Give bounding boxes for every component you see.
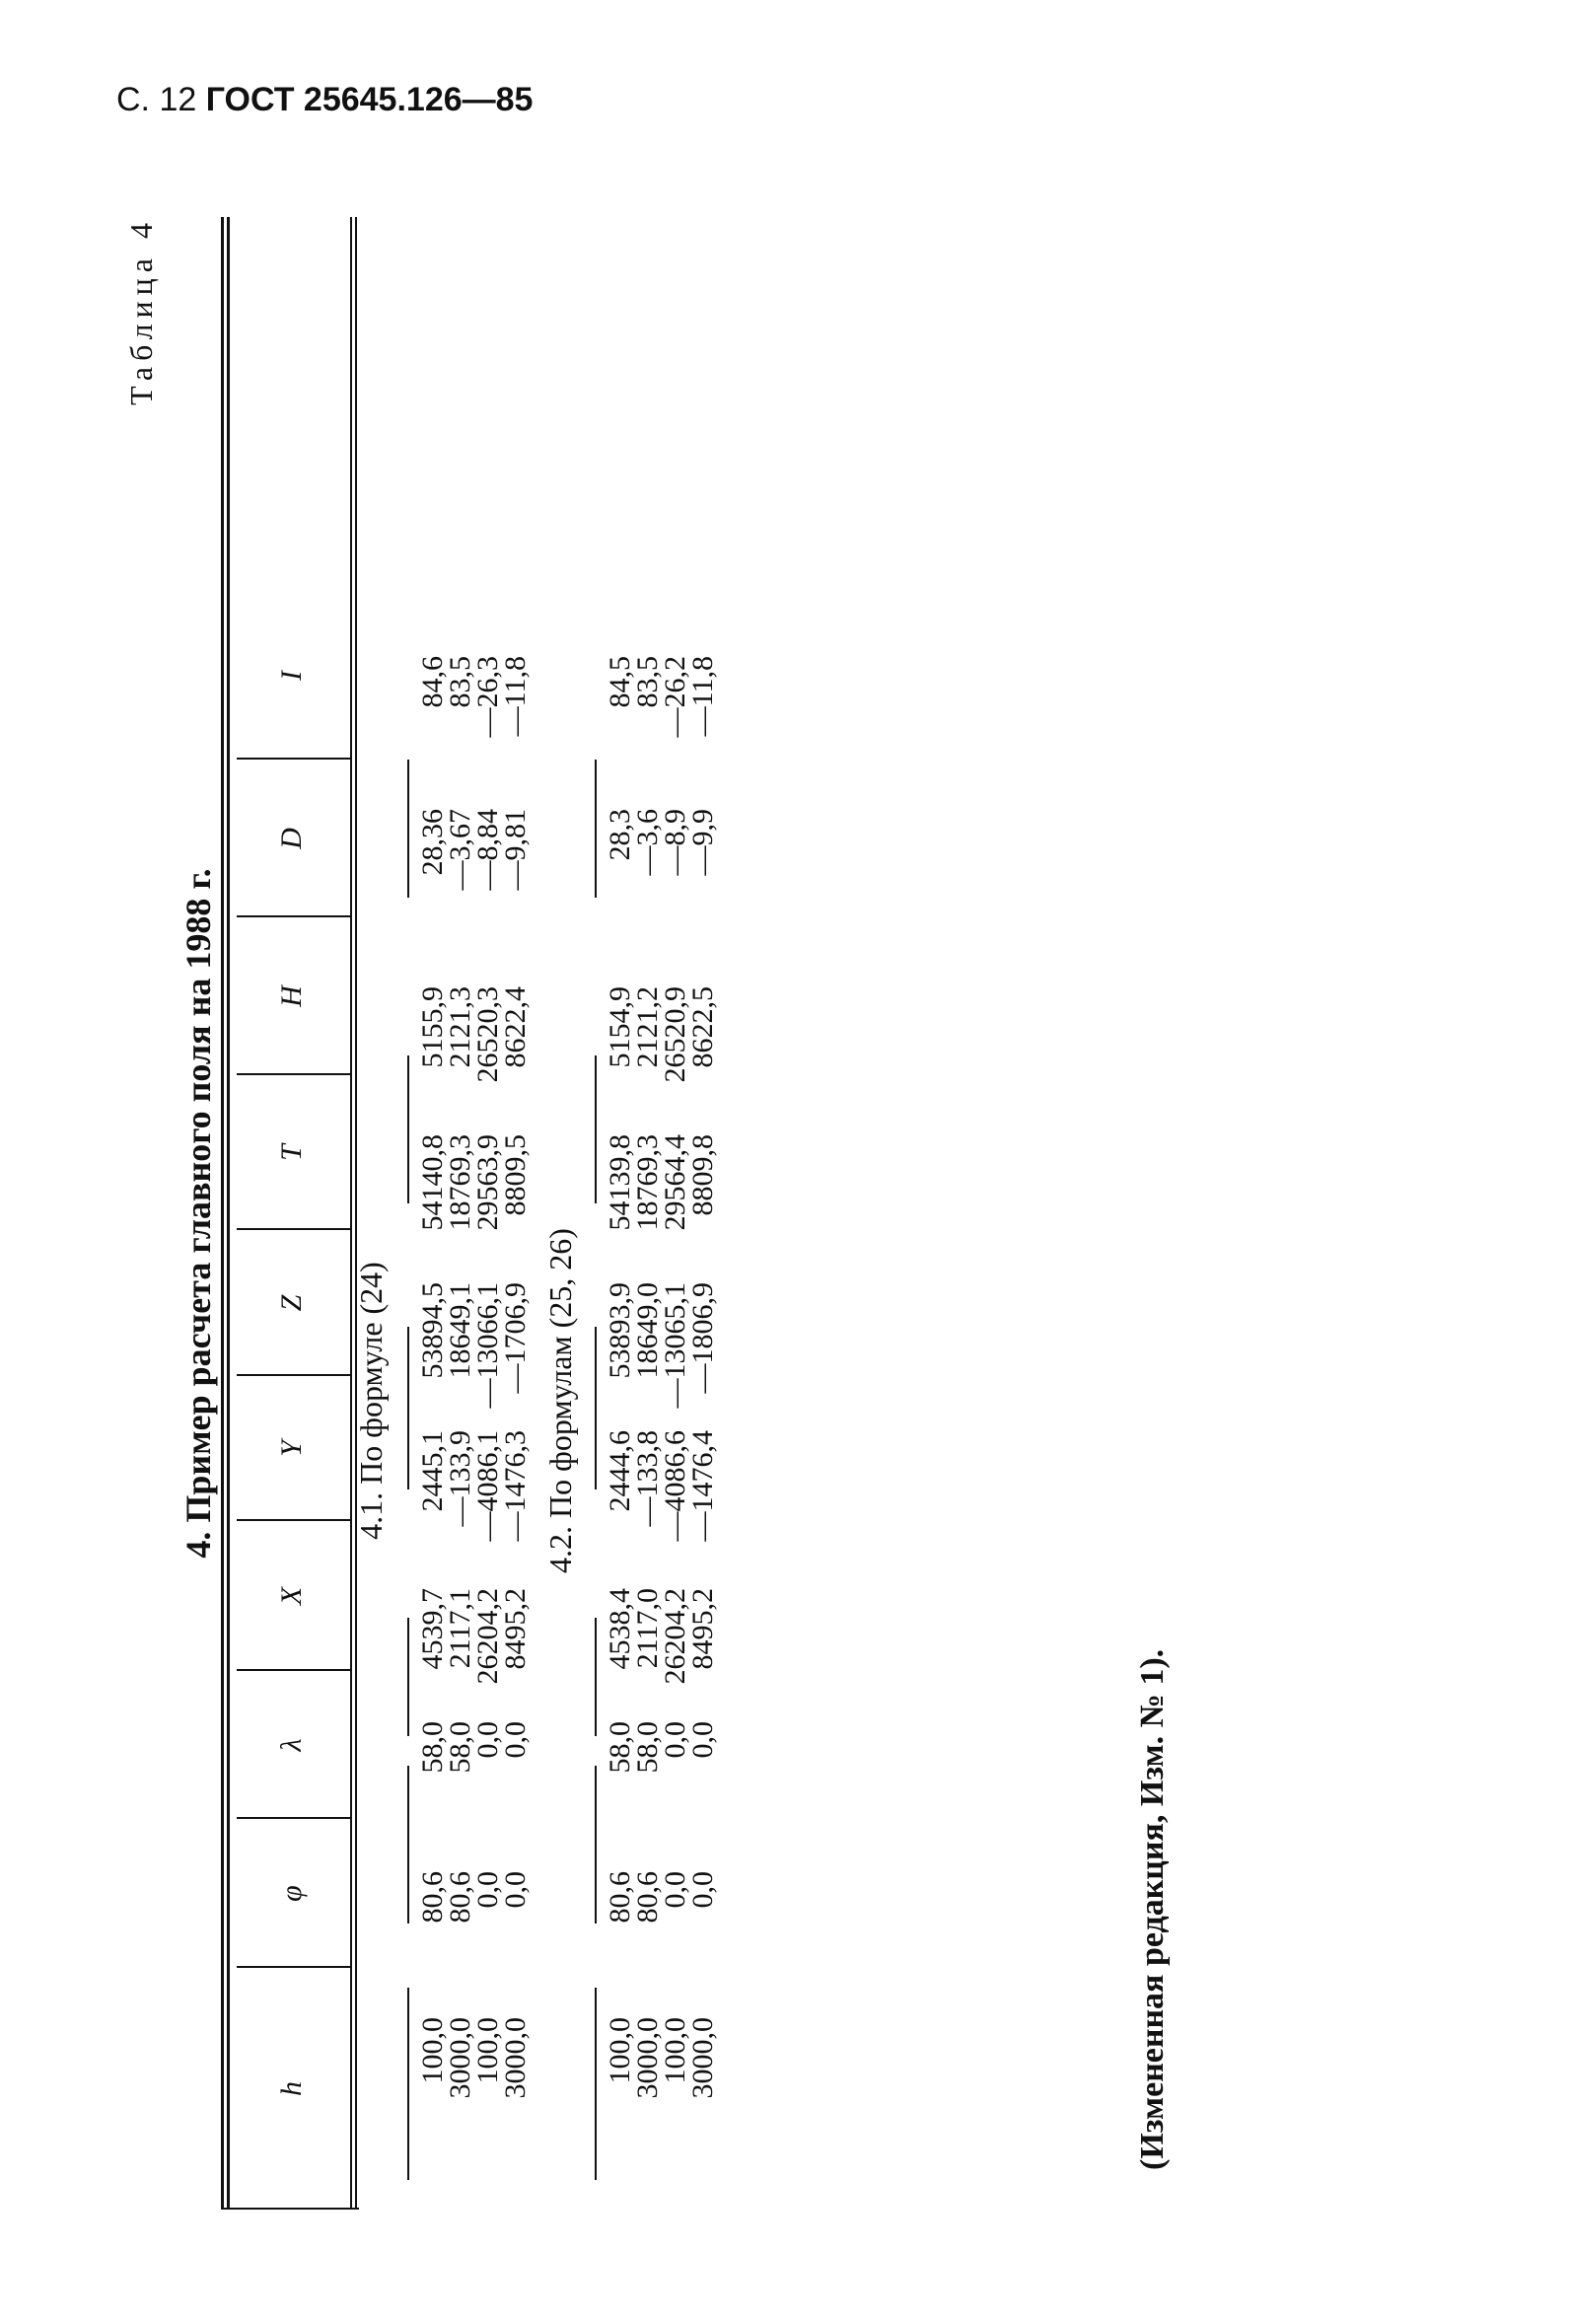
column-divider [237, 1669, 350, 1671]
cell-value: 28,36 [416, 809, 449, 876]
cell-value: 0,0 [686, 1871, 719, 1909]
cell-value: 80,6 [604, 1871, 636, 1924]
cell-value: 26520,9 [659, 986, 691, 1083]
cell-value: 26520,3 [471, 986, 504, 1083]
table-cell [604, 986, 719, 1083]
cell-value: —8,84 [471, 809, 504, 891]
section-underline [407, 1327, 409, 1489]
cell-value: 80,6 [631, 1871, 664, 1924]
cell-value: 29564,4 [659, 1134, 691, 1231]
table-cell [416, 809, 532, 891]
cell-value: 100,0 [471, 2017, 504, 2084]
cell-value: 8622,5 [686, 986, 719, 1068]
cell-value: 54140,8 [416, 1134, 449, 1231]
cell-value: 8495,2 [686, 1588, 719, 1670]
cell-value: 80,6 [444, 1871, 476, 1924]
table-cell [416, 1282, 532, 1409]
cell-value: 26204,2 [471, 1588, 504, 1685]
cell-value: 26204,2 [659, 1588, 691, 1685]
page-header [116, 81, 533, 119]
table-cell [416, 1430, 532, 1542]
table-cell [416, 656, 532, 738]
column-divider [237, 1073, 350, 1075]
cell-value: 2121,2 [631, 986, 664, 1068]
cell-value: 2445,1 [416, 1430, 449, 1512]
cell-value: 4538,4 [604, 1588, 636, 1670]
table-cell [416, 1871, 532, 1924]
table-label: Таблица 4 [123, 217, 159, 405]
table-cell [604, 1134, 719, 1231]
section-underline [595, 1988, 597, 2180]
table-cell [416, 1134, 532, 1231]
section-caption: 4.2. По формулам (25, 26) [542, 1228, 578, 1573]
cell-value: —8,9 [659, 809, 691, 876]
cell-value: 3000,0 [686, 2017, 719, 2099]
table-cell [604, 809, 719, 876]
cell-value: 2117,0 [631, 1588, 664, 1669]
cell-value: 5155,9 [416, 986, 449, 1068]
cell-value: —26,3 [471, 656, 504, 738]
cell-value: —9,9 [686, 809, 719, 876]
table-cell [604, 1871, 719, 1924]
section-underline [407, 760, 409, 898]
table-top-rule [221, 217, 224, 2210]
cell-value: 8809,5 [499, 1134, 532, 1216]
cell-value: 3000,0 [499, 2017, 532, 2099]
cell-value: 83,5 [631, 656, 664, 708]
column-divider [237, 1817, 350, 1819]
cell-value: 100,0 [604, 2017, 636, 2084]
cell-value: —13065,1 [659, 1282, 691, 1409]
table-left-rule [221, 2208, 359, 2210]
cell-value: 4539,7 [416, 1588, 449, 1670]
cell-value: 58,0 [444, 1721, 476, 1774]
cell-value: 8495,2 [499, 1588, 532, 1670]
cell-value: 58,0 [604, 1721, 636, 1774]
table-cell [604, 1588, 719, 1685]
column-divider [237, 1374, 350, 1376]
cell-value: 18649,0 [631, 1282, 664, 1379]
cell-value: 58,0 [416, 1721, 449, 1774]
cell-value: 0,0 [659, 1871, 691, 1909]
cell-value: 8622,4 [499, 986, 532, 1068]
cell-value: 28,3 [604, 809, 636, 861]
cell-value: 5154,9 [604, 986, 636, 1068]
cell-value: —3,6 [631, 809, 664, 876]
page-number: С. 12 [116, 81, 197, 118]
cell-value: —133,8 [631, 1430, 664, 1527]
table-header-row [237, 217, 347, 2210]
section-underline [407, 1618, 409, 1736]
section-underline [595, 1055, 597, 1203]
cell-value: 100,0 [416, 2017, 449, 2084]
column-divider [237, 1966, 350, 1968]
cell-value: 100,0 [659, 2017, 691, 2084]
gost-number: ГОСТ 25645.126—85 [205, 81, 534, 118]
cell-value: 2444,6 [604, 1430, 636, 1512]
column-header: λ [275, 1738, 308, 1752]
cell-value: 54139,8 [604, 1134, 636, 1231]
cell-value: 8809,8 [686, 1134, 719, 1216]
cell-value: 0,0 [499, 1871, 532, 1909]
column-header: φ [275, 1885, 308, 1902]
cell-value: —13066,1 [471, 1282, 504, 1409]
cell-value: 83,5 [444, 656, 476, 708]
table-top-rule-2 [227, 217, 230, 2210]
table-cell [604, 1721, 719, 1774]
table-cell [416, 2017, 532, 2099]
section-underline [595, 760, 597, 898]
cell-value: 0,0 [686, 1721, 719, 1759]
cell-value: —1476,4 [686, 1430, 719, 1542]
table-cell [416, 1721, 532, 1774]
cell-value: 3000,0 [444, 2017, 476, 2099]
table-title: 4. Пример расчета главного поля на 1988 г. [179, 868, 218, 1559]
cell-value: 0,0 [499, 1721, 532, 1759]
section-underline [407, 1766, 409, 1924]
footnote: (Измененная редакция, Изм. № 1). [1134, 1648, 1171, 2170]
section-underline [407, 1988, 409, 2180]
section-underline [595, 1327, 597, 1489]
rotated-table-frame [123, 217, 1233, 2210]
column-header: I [275, 671, 308, 681]
section-caption: 4.1. По формуле (24) [353, 1262, 389, 1540]
column-header: X [275, 1586, 308, 1606]
section-underline [407, 1055, 409, 1203]
table-cell [604, 1282, 719, 1409]
cell-value: —1706,9 [499, 1282, 532, 1394]
cell-value: —11,8 [499, 656, 532, 737]
cell-value: 2117,1 [444, 1588, 476, 1669]
column-divider [237, 1519, 350, 1521]
header-bottom-rule [350, 217, 352, 2210]
cell-value: 3000,0 [631, 2017, 664, 2099]
cell-value: 29563,9 [471, 1134, 504, 1231]
cell-value: —26,2 [659, 656, 691, 738]
cell-value: —1806,9 [686, 1282, 719, 1394]
cell-value: 0,0 [471, 1871, 504, 1909]
column-header: Y [275, 1440, 308, 1457]
column-header: T [275, 1144, 308, 1161]
table-cell [604, 2017, 719, 2099]
column-divider [237, 1228, 350, 1230]
column-header: Z [275, 1294, 308, 1312]
cell-value: 53894,5 [416, 1282, 449, 1379]
column-header: H [275, 985, 308, 1007]
cell-value: 18649,1 [444, 1282, 476, 1379]
cell-value: —1476,3 [499, 1430, 532, 1542]
cell-value: —133,9 [444, 1430, 476, 1527]
cell-value: 53893,9 [604, 1282, 636, 1379]
cell-value: —3,67 [444, 809, 476, 891]
table-cell [416, 986, 532, 1083]
cell-value: 84,5 [604, 656, 636, 708]
cell-value: —4086,1 [471, 1430, 504, 1542]
cell-value: 18769,3 [444, 1134, 476, 1231]
cell-value: 18769,3 [631, 1134, 664, 1231]
cell-value: 58,0 [631, 1721, 664, 1774]
cell-value: —9,81 [499, 809, 532, 891]
column-header: h [275, 2081, 308, 2096]
cell-value: 84,6 [416, 656, 449, 708]
table-cell [604, 1430, 719, 1542]
cell-value: 0,0 [659, 1721, 691, 1759]
column-divider [237, 915, 350, 917]
column-divider [237, 758, 350, 760]
section-underline [595, 1618, 597, 1736]
cell-value: 80,6 [416, 1871, 449, 1924]
section-underline [595, 1766, 597, 1924]
table-cell [416, 1588, 532, 1685]
table-cell [604, 656, 719, 738]
cell-value: —11,8 [686, 656, 719, 737]
column-header: D [275, 828, 308, 849]
cell-value: —4086,6 [659, 1430, 691, 1542]
cell-value: 2121,3 [444, 986, 476, 1068]
cell-value: 0,0 [471, 1721, 504, 1759]
